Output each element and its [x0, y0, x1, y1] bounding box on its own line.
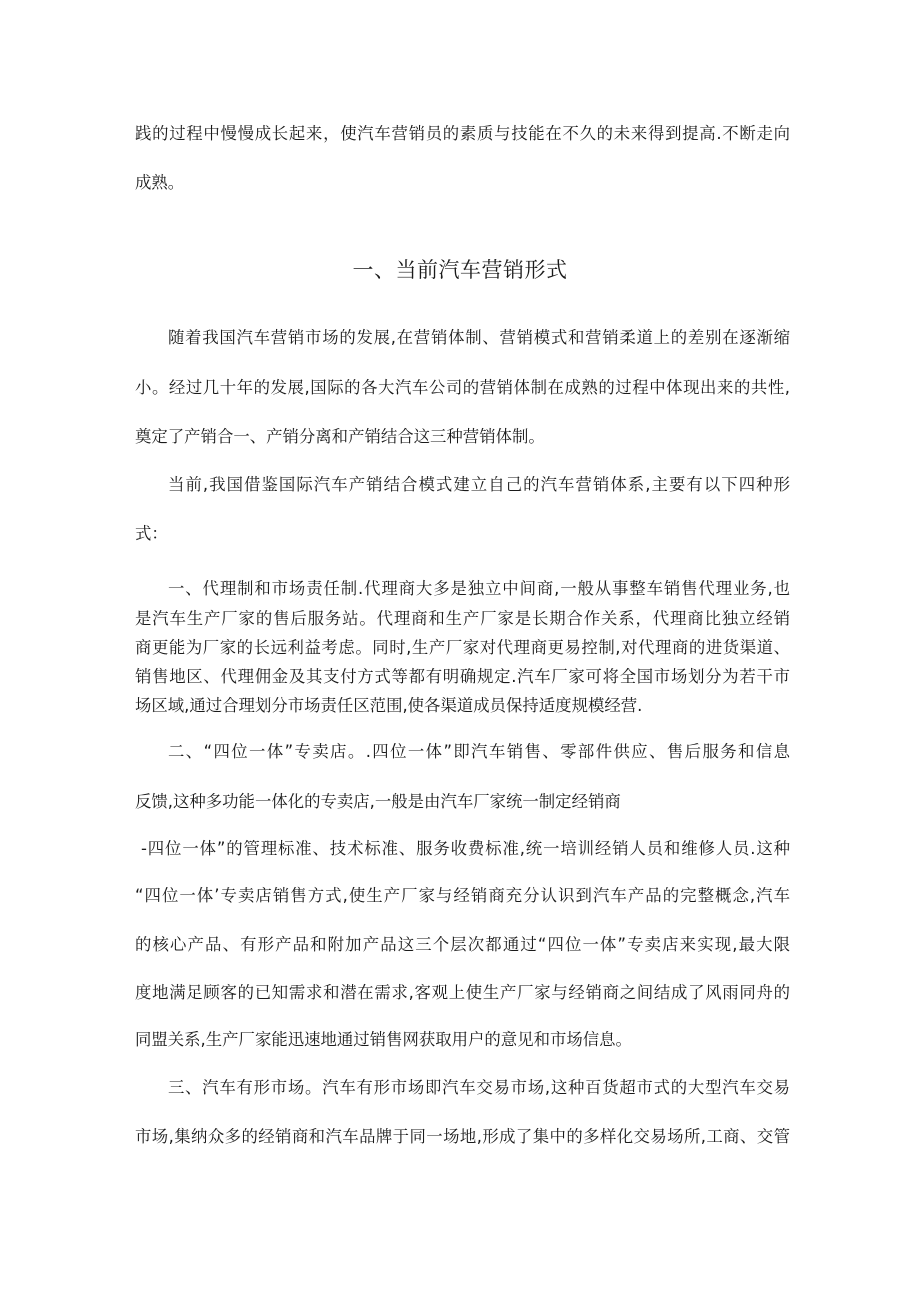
- intro-line-1: 践的过程中慢慢成长起来，使汽车营销员的素质与技能在不久的未来得到提高.不断走向: [135, 124, 790, 143]
- paragraph-1-line-2: 小。经过几十年的发展,国际的各大汽车公司的营销体制在成熟的过程中体现出来的共性,: [135, 378, 790, 397]
- item-2-line-6: 度地满足顾客的已知需求和潜在需求,客观上使生产厂家与经销商之间结成了风雨同舟的: [135, 983, 790, 1002]
- item-1-line-5: 场区域,通过合理划分市场责任区范围,使各渠道成员保持适度规模经营.: [135, 696, 643, 715]
- item-3-line-2: 市场,集纳众多的经销商和汽车品牌于同一场地,形成了集中的多样化交易场所,工商、交管: [135, 1127, 790, 1146]
- item-2-line-7: 同盟关系,生产厂家能迅速地通过销售网获取用户的意见和市场信息。: [135, 1030, 632, 1049]
- section-title: 一、当前汽车营销形式: [352, 258, 568, 282]
- item-3-line-1: 三、汽车有形市场。汽车有形市场即汽车交易市场,这种百货超市式的大型汽车交易: [168, 1078, 790, 1097]
- item-2-line-4: “四位一体’专卖店销售方式,使生产厂家与经销商充分认识到汽车产品的完整概念,汽车: [135, 886, 790, 905]
- item-2-line-1: 二、“四位一体”专卖店。.四位一体”即汽车销售、零部件供应、售后服务和信息: [168, 742, 790, 761]
- item-1-line-1: 一、代理制和市场责任制.代理商大多是独立中间商,一般从事整车销售代理业务,也: [168, 579, 790, 598]
- item-1-line-4: 销售地区、代理佣金及其支付方式等都有明确规定.汽车厂家可将全国市场划分为若干市: [135, 667, 790, 686]
- item-2-line-3: -四位一体”的管理标准、技术标准、服务收费标准,统一培训经销人员和维修人员.这种: [141, 839, 790, 858]
- item-2-line-2: 反馈,这种多功能一体化的专卖店,一般是由汽车厂家统一制定经销商: [135, 792, 621, 811]
- paragraph-2-line-2: 式：: [135, 524, 168, 543]
- intro-line-2: 成熟。: [135, 173, 185, 192]
- paragraph-1-line-3: 奠定了产销合一、产销分离和产销结合这三种营销体制。: [135, 427, 545, 446]
- item-1-line-3: 商更能为厂家的长远利益考虑。同时,生产厂家对代理商更易控制,对代理商的进货渠道、: [135, 638, 790, 657]
- item-1-line-2: 是汽车生产厂家的售后服务站。代理商和生产厂家是长期合作关系，代理商比独立经销: [135, 609, 790, 628]
- paragraph-1-line-1: 随着我国汽车营销市场的发展,在营销体制、营销模式和营销柔道上的差别在逐渐缩: [168, 328, 790, 347]
- paragraph-2-line-1: 当前,我国借鉴国际汽车产销结合模式建立自己的汽车营销体系,主要有以下四种形: [168, 475, 790, 494]
- item-2-line-5: 的核心产品、有形产品和附加产品这三个层次都通过“四位一体”专卖店来实现,最大限: [135, 935, 790, 954]
